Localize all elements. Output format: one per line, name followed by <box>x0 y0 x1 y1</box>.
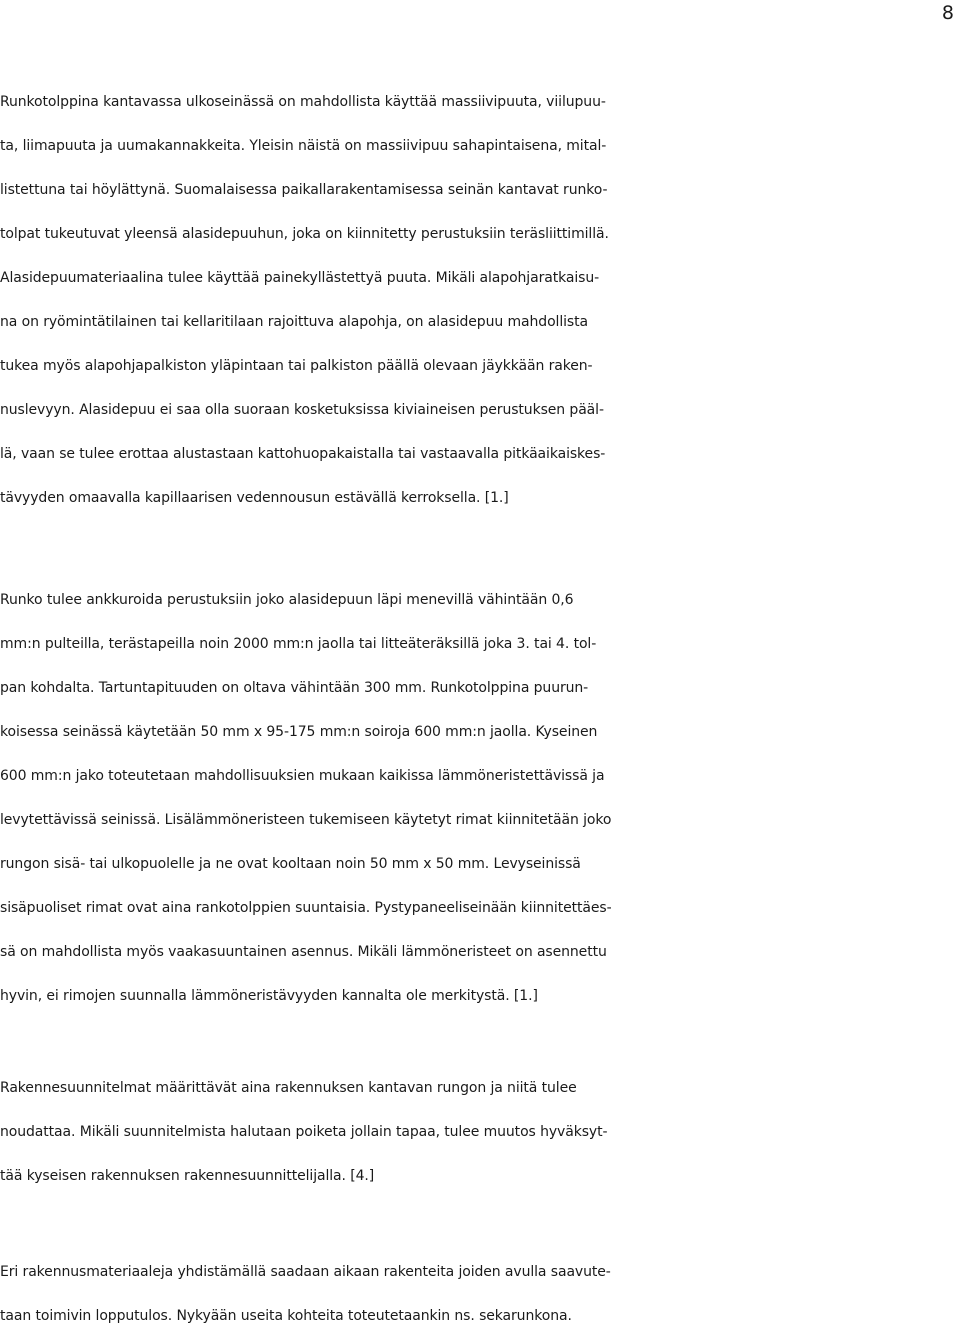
text-line: hyvin, ei rimojen suunnalla lämmöneristävyyden kannalta ole merkitystä. [1.] <box>0 988 538 1004</box>
text-line: tävyyden omaavalla kapillaarisen vedennousun estävällä kerroksella. [1.] <box>0 490 509 506</box>
text-line: 600 mm:n jako toteutetaan mahdollisuuksien mukaan kaikissa lämmöneristettävissä ja <box>0 768 605 784</box>
text-line: Eri rakennusmateriaaleja yhdistämällä saadaan aikaan rakenteita joiden avulla saavute- <box>0 1264 611 1280</box>
text-line: Runkotolppina kantavassa ulkoseinässä on mahdollista käyttää massiivipuuta, viilupuu- <box>0 94 606 110</box>
text-line: pan kohdalta. Tartuntapituuden on oltava vähintään 300 mm. Runkotolppina puurun- <box>0 680 589 696</box>
text-line: Rakennesuunnitelmat määrittävät aina rakennuksen kantavan rungon ja niitä tulee <box>0 1080 577 1096</box>
text-line: koisessa seinässä käytetään 50 mm x 95-175 mm:n soiroja 600 mm:n jaolla. Kyseinen <box>0 724 598 740</box>
text-line: lä, vaan se tulee erottaa alustastaan kattohuopakaistalla tai vastaavalla pitkäaikaiskes- <box>0 446 606 462</box>
text-line: rungon sisä- tai ulkopuolelle ja ne ovat kooltaan noin 50 mm x 50 mm. Levyseinissä <box>0 856 581 872</box>
text-line: tää kyseisen rakennuksen rakennesuunnittelijalla. [4.] <box>0 1168 375 1184</box>
text-line: sisäpuoliset rimat ovat aina rankotolppien suuntaisia. Pystypaneeliseinään kiinnitettäes- <box>0 900 612 916</box>
text-line: sä on mahdollista myös vaakasuuntainen asennus. Mikäli lämmöneristeet on asennettu <box>0 944 607 960</box>
text-line: taan toimivin lopputulos. Nykyään useita kohteita toteutetaankin ns. sekarunkona. <box>0 1308 572 1324</box>
text-line: nuslevyyn. Alasidepuu ei saa olla suoraan kosketuksissa kiviaineisen perustuksen pääl- <box>0 402 604 418</box>
paragraph-structural-plans <box>0 1066 960 1198</box>
text-line: na on ryömintätilainen tai kellaritilaan rajoittuva alapohja, on alasidepuu mahdollista <box>0 314 588 330</box>
text-line: Runko tulee ankkuroida perustuksiin joko alasidepuun läpi menevillä vähintään 0,6 <box>0 592 574 608</box>
text-line: Alasidepuumateriaalina tulee käyttää painekyllästettyä puuta. Mikäli alapohjaratkaisu- <box>0 270 600 286</box>
page-number: 8 <box>941 2 954 24</box>
text-line: ta, liimapuuta ja uumakannakkeita. Yleisin näistä on massiivipuu sahapintaisena, mital- <box>0 138 607 154</box>
paragraph-mixed-frame <box>0 1250 960 1338</box>
paragraph-frame-materials <box>0 80 960 520</box>
text-line: tukea myös alapohjapalkiston yläpintaan tai palkiston päällä olevaan jäykkään raken- <box>0 358 593 374</box>
text-line: listettuna tai höylättynä. Suomalaisessa paikallarakentamisessa seinän kantavat runko- <box>0 182 608 198</box>
text-line: levytettävissä seinissä. Lisälämmöneristeen tukemiseen käytetyt rimat kiinnitetään joko <box>0 812 612 828</box>
paragraph-anchoring <box>0 578 960 1018</box>
text-line: mm:n pulteilla, terästapeilla noin 2000 mm:n jaolla tai litteäteräksillä joka 3. tai 4. tol- <box>0 636 597 652</box>
text-line: tolpat tukeutuvat yleensä alasidepuuhun, joka on kiinnitetty perustuksiin teräsliittimillä. <box>0 226 609 242</box>
text-line: noudattaa. Mikäli suunnitelmista halutaan poiketa jollain tapaa, tulee muutos hyväksyt- <box>0 1124 608 1140</box>
